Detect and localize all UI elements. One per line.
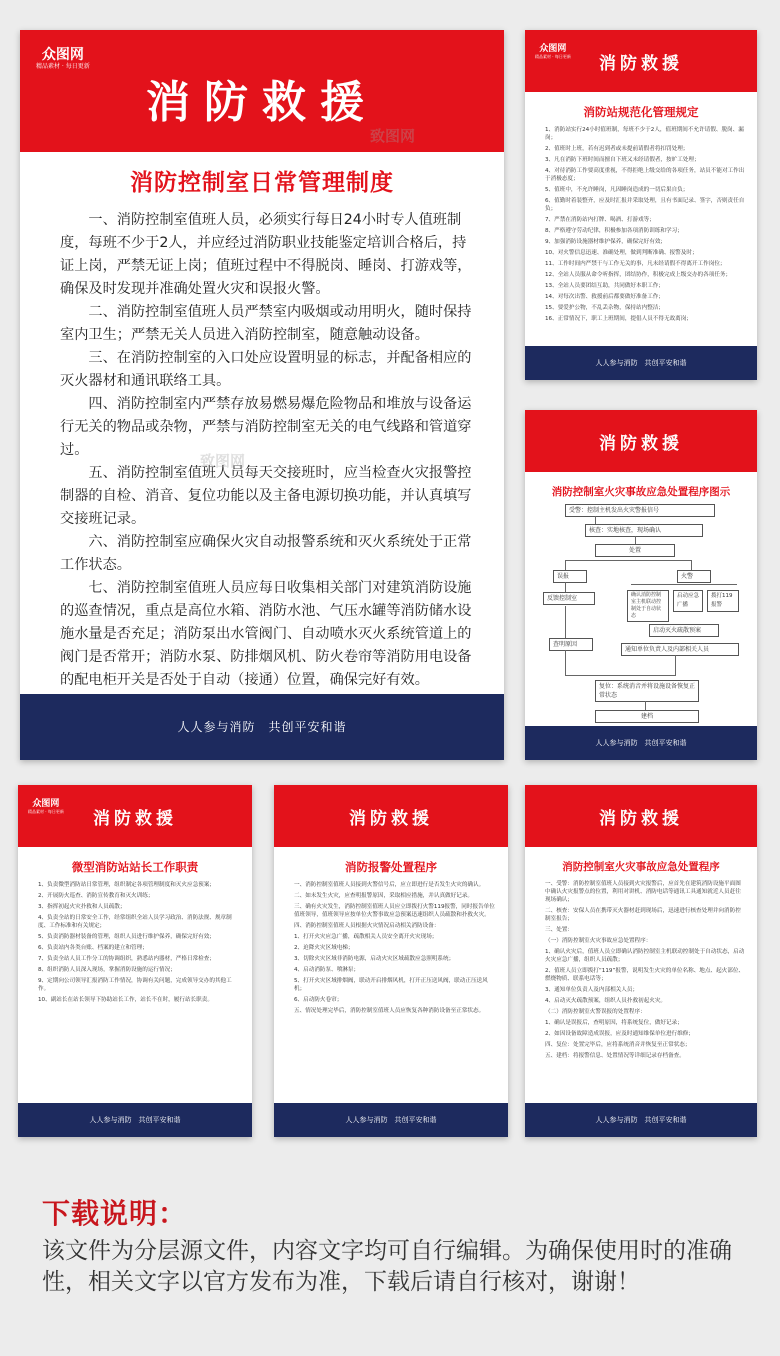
rule-item: 13、全站人员要团结互助，共同做好本职工作； — [545, 283, 664, 289]
flow-receive: 受警：控制主机发出火灾警报信号 — [565, 504, 715, 517]
poster-title: 消防控制室火灾事故应急处置程序 — [562, 861, 720, 873]
flow-start-plan: 启动灭火疏散预案 — [649, 624, 719, 637]
flow-confirm-control: 确认消防控制室主机联动控制处于自动状态 — [627, 590, 669, 622]
rule-paragraph: 一、消防控制室值班人员，必须实行每日24小时专人值班制度，每班不少于2人，并应经过消防职业技能鉴定培训合格后，持证上岗，严禁无证上岗；值班过程中不得脱岗、睡岗、打游戏等，确保及时发现并准确处置火灾和误报火警。 — [60, 212, 472, 297]
poster-flowchart — [525, 410, 757, 760]
flow-find-cause: 查明原因 — [549, 638, 593, 651]
procedure-item: 三、确有火灾发生，消防控制室值班人员应立即拨打火警119报警，同时报告单位值班领导，值班领导应按单位火警事故应急预案迅速组织人员疏散和扑救火灾。 — [294, 904, 495, 918]
duty-item: 4、负责全站的日常安全工作，经常组织全站人员学习政治、消防法规、规章制度、工作标准和有关规定； — [38, 915, 232, 929]
procedure-item: 4、启动灭火疏散预案，组织人员扑救初起火灾。 — [545, 998, 667, 1004]
poster-body — [274, 875, 508, 1015]
download-text: 该文件为分层源文件，内容文字均可自行编辑。为确保使用时的准确性，相关文字以官方发布为准，下载后请自行核对，谢谢！ — [42, 1238, 732, 1295]
poster-station-rules — [525, 30, 757, 380]
procedure-item: 一、消防控制室值班人员接到火警信号后，应立即进行是否发生火灾的确认。 — [294, 882, 485, 888]
duty-item: 3、指挥初起火灾扑救和人员疏散； — [38, 904, 126, 910]
rule-item: 5、值班中，不允许睡岗，凡因睡岗造成的一切后果自负； — [545, 187, 689, 193]
poster-header — [525, 785, 757, 847]
poster-station-duties — [18, 785, 252, 1137]
procedure-item: 二、如未发生火灾，应查明报警原因，采取相应措施，并认真做好记录。 — [294, 893, 474, 899]
poster-body — [18, 875, 252, 1004]
rule-item: 4、对待消防工作要高度重视，不得拒绝上级交给的各项任务，站员不能对工作出于消极态度； — [545, 168, 745, 182]
rule-item: 7、严禁在消防站内打牌、喝酒、打游戏等； — [545, 217, 655, 223]
procedure-item: 6、启动防火卷帘； — [294, 997, 343, 1003]
poster-body — [525, 120, 757, 323]
poster-title: 消防控制室火灾事故应急处置程序图示 — [551, 486, 731, 498]
main-poster — [20, 30, 504, 760]
flow-verify: 核查：实地核查，现场确认 — [585, 524, 703, 537]
rule-item: 11、工作时间内严禁干与工作无关的事，凡未经请假不得离开工作岗位； — [545, 261, 726, 267]
procedure-item: 3、通知单位负责人及内部相关人员； — [545, 987, 639, 993]
duty-item: 5、负责消防器材装备的管理，组织人员进行维护保养，确保完好有效； — [38, 934, 215, 940]
brand-logo-sub: 精品素材 · 每日更新 — [36, 63, 90, 70]
procedure-item: （二）消防控制室火警误报的处置程序： — [545, 1009, 646, 1015]
brand-logo-sub: 精品素材 · 每日更新 — [28, 809, 64, 814]
rule-item: 1、消防站实行24小时值班制，每班不少于2人，值班期间不允许请假、脱岗、漏岗； — [545, 127, 744, 141]
brand-logo-text: 众图网 — [32, 799, 60, 809]
flow-fire: 火警 — [677, 570, 711, 583]
poster-header — [20, 30, 504, 152]
poster-footer: 人人参与消防 共创平安和谐 — [525, 1103, 757, 1137]
rule-item: 8、严格遵守劳动纪律，积极参加各项消防训练和学习； — [545, 228, 683, 234]
header-title: 消防救援 — [349, 809, 433, 829]
flowchart — [525, 410, 757, 760]
procedure-item: 一、受警：消防控制室值班人员接到火灾报警后，应首先在建筑消防设施平面图中确认火灾报警点的位置，利用对讲机、消防电话等通讯工具通知就近人员赶往现场确认； — [545, 881, 741, 903]
rule-paragraph: 五、消防控制室值班人员每天交接班时，应当检查火灾报警控制器的自检、消音、复位功能以及主备电源切换功能，并认真填写交接班记录。 — [60, 465, 472, 527]
duty-item: 2、开展防火巡查、消防宣传教育和灭火训练； — [38, 893, 154, 899]
poster-header — [18, 785, 252, 847]
poster-footer: 人人参与消防 共创平安和谐 — [20, 694, 504, 760]
procedure-item: 3、切除火灾区域非消防电源，启动火灾区域疏散应急照明系统； — [294, 956, 455, 962]
rule-paragraph: 四、消防控制室内严禁存放易燃易爆危险物品和堆放与设备运行无关的物品或杂物，严禁与消防控制室无关的电气线路和管道穿过。 — [60, 396, 472, 458]
header-title: 消防救援 — [599, 809, 683, 829]
rule-item: 9、加强消防设施器材维护保养，确保完好有效； — [545, 239, 667, 245]
poster-footer: 人人参与消防 共创平安和谐 — [525, 726, 757, 760]
brand-logo — [535, 38, 571, 59]
rule-paragraph: 三、在消防控制室的入口处应设置明显的标志，并配备相应的灭火器材和通讯联络工具。 — [60, 350, 472, 389]
procedure-item: 2、如因设备故障造成误报，应及时通知维保单位进行维修； — [545, 1031, 694, 1037]
flow-feedback: 反馈控制室 — [543, 592, 595, 605]
poster-title: 消防报警处置程序 — [345, 860, 437, 874]
header-title: 消防救援 — [599, 434, 683, 454]
download-title: 下载说明： — [42, 1197, 188, 1230]
flow-call-119: 拨打119报警 — [707, 590, 739, 612]
procedure-item: 五、情况处理完毕后，消防控制室值班人员应恢复各种消防设备至正常状态。 — [294, 1008, 485, 1014]
poster-footer: 人人参与消防 共创平安和谐 — [274, 1103, 508, 1137]
watermark: 致图网 — [370, 127, 416, 145]
procedure-item: 1、打开火灾应急广播，疏散相关人员安全离开火灾现场； — [294, 934, 438, 940]
procedure-item: 四、复位：处置完毕后，应将系统消音并恢复至正常状态； — [545, 1042, 691, 1048]
brand-logo — [28, 793, 64, 814]
flow-dispose: 处置 — [595, 544, 675, 557]
poster-body — [525, 874, 757, 1060]
poster-title: 消防控制室日常管理制度 — [130, 170, 394, 196]
procedure-item: 二、核查：安保人员在携带灭火器材赶到现场后，迅速进行核查处理并向消防控制室报告； — [545, 908, 741, 922]
header-title: 消防救援 — [599, 54, 683, 74]
procedure-item: 1、确认火灾后，值班人员立即确认消防控制室主机联动控制处于自动状态，启动火灾应急广播，组织人员疏散； — [545, 949, 745, 963]
duty-item: 10、副站长在站长领导下协助站长工作，站长不在时，履行站长职责。 — [38, 997, 213, 1003]
header-title: 消防救援 — [93, 809, 177, 829]
rule-item: 2、值班时上班，若有迟到者或未提前请假者将扣罚处理； — [545, 146, 689, 152]
rule-item: 14、对每次出警、救援前后都要做好准备工作； — [545, 294, 664, 300]
duty-item: 9、定期向公司领导汇报消防工作情况，协调有关问题，完成领导交办的其他工作。 — [38, 978, 232, 992]
poster-alarm-procedure — [274, 785, 508, 1137]
flow-false-alarm: 误报 — [553, 570, 587, 583]
rule-item: 3、凡在消防下班时间而擅自下班又未经请假者，按旷工处理； — [545, 157, 700, 163]
rule-paragraph: 七、消防控制室值班人员应每日收集相关部门对建筑消防设施的巡查情况，重点是高位水箱、消防水池、气压水罐等消防储水设施水量是否充足；消防泵出水管阀门、自动喷水灭火系统管道上的阀门是否常开；消防水泵、防排烟风机、防火卷帘等消防用电设备的配电柜开关是否处于自动（接通）位置，确保完好有效。 — [60, 580, 472, 688]
poster-footer: 人人参与消防 共创平安和谐 — [525, 346, 757, 380]
header-title: 消防救援 — [146, 77, 378, 128]
rule-item: 16、正常情况下，职工上班期间，提倡人员不得无故离岗； — [545, 316, 692, 322]
procedure-item: 2、值班人员立即拨打“119”报警，说明发生火灾的单位名称、地点、起火部位、燃烧物质、联系电话等； — [545, 968, 745, 982]
flow-broadcast: 启动应急广播 — [673, 590, 703, 612]
duty-item: 1、负责微型消防站日常管理，组织制定各项管理制度和灭火应急预案； — [38, 882, 215, 888]
procedure-item: 三、处置： — [545, 927, 573, 933]
rule-item: 12、全站人员服从命令听指挥，团结协作，积极完成上级交办的各项任务； — [545, 272, 732, 278]
rule-item: 15、要爱护公物，不乱丢杂物，保持站内整洁； — [545, 305, 664, 311]
main-poster-body — [20, 197, 504, 692]
procedure-item: 五、建档：将报警信息、处置情况等详细记录存档备查。 — [545, 1053, 685, 1059]
poster-title: 微型消防站站长工作职责 — [71, 860, 199, 874]
brand-logo-text: 众图网 — [539, 44, 567, 54]
poster-emergency-procedure — [525, 785, 757, 1137]
duty-item: 6、负责站内各类台账、档案的建立和管理； — [38, 945, 148, 951]
watermark: 致图网 — [200, 452, 246, 470]
flow-notify: 通知单位负责人及内部相关人员 — [621, 643, 739, 656]
rule-item: 10、对火警信息迅速、准确处理，做到判断准确、报警及时； — [545, 250, 698, 256]
brand-logo-text: 众图网 — [41, 47, 84, 63]
brand-logo-sub: 精品素材 · 每日更新 — [535, 54, 571, 59]
rule-item: 6、值勤时着装整齐，应及时汇报并采取处理，且有书面记录、签字，否则责任自负； — [545, 198, 745, 212]
flow-record: 建档 — [595, 710, 699, 723]
poster-title: 消防站规范化管理规定 — [583, 105, 699, 119]
procedure-item: 4、启动消防泵、喷淋泵； — [294, 967, 360, 973]
rule-paragraph: 六、消防控制室应确保火灾自动报警系统和灭火系统处于正常工作状态。 — [60, 534, 472, 573]
procedure-item: 四、消防控制室值班人员根据火灾情况启动相关消防设备： — [294, 923, 440, 929]
rule-paragraph: 二、消防控制室值班人员严禁室内吸烟或动用明火，随时保持室内卫生；严禁无关人员进入消防控制室，随意触动设备。 — [60, 304, 472, 343]
procedure-item: 5、打开火灾区域排烟阀，联动开启排烟风机，打开正压送风阀，联动正压送风机； — [294, 978, 488, 992]
duty-item: 7、负责全站人员工作分工的协调组织，熟悉站内器材，严格日常检查； — [38, 956, 215, 962]
duty-item: 8、组织消防人员深入现场，掌握消防设施的运行情况； — [38, 967, 176, 973]
procedure-item: 1、确认是误报后，查明原因，将系统复位，做好记录； — [545, 1020, 683, 1026]
poster-header — [525, 30, 757, 92]
poster-header — [274, 785, 508, 847]
procedure-item: 2、迫降火灾区域电梯； — [294, 945, 354, 951]
flow-reset: 复位：系统消音并将设施设备恢复正常状态 — [595, 680, 699, 702]
poster-footer: 人人参与消防 共创平安和谐 — [18, 1103, 252, 1137]
procedure-item: （一）消防控制室火灾事故应急处置程序： — [545, 938, 652, 944]
brand-logo — [36, 46, 90, 70]
